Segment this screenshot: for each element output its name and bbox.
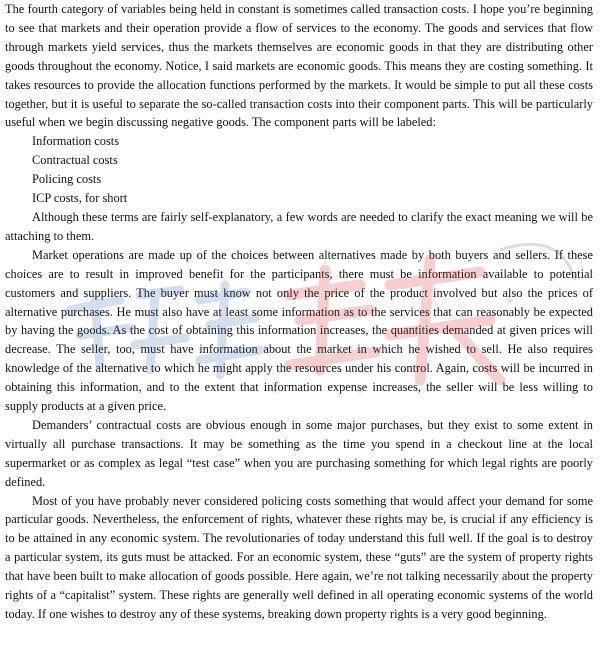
paragraph-contractual-costs: Demanders’ contractual costs are obvious enough in some major purchases, but they exist to some extent in virtually all purchase transactions. It may be something as the time you spend in a checkout line at the local supermarket or as complex as legal “test case” when you are purchasing something for which legal rights are poorly defined. (5, 417, 593, 489)
paragraph-terms: Although these terms are fairly self-explanatory, a few words are needed to clarify the exact meaning we will be attaching to them. (5, 209, 593, 243)
list-item: Policing costs (32, 172, 102, 187)
list-item: Information costs (32, 134, 120, 149)
component-list (5, 132, 593, 208)
paragraph-policing-costs: Most of you have probably never considered policing costs something that would affect your demand for some particular goods. Nevertheless, the enforcement of rights, whatever these rights may be, is crucial if any efficiency is to be attained in any economic system. The revolutionaries of today understand this full well. If the goal is to destroy a particular system, its guts must be attacked. For an economic system, these “guts” are the system of property rights that have been built to make allocation of goods possible. Here again, we’re not talking necessarily about the property rights of a “capitalist” system. These rights are generally well defined in all operating economic systems of the world today. If one wishes to destroy any of these systems, breaking down property rights is a very good beginning. (5, 493, 593, 621)
list-item: ICP costs, for short (32, 191, 128, 206)
paragraph-intro: The fourth category of variables being held in constant is sometimes called transaction costs. I hope you’re beginning to see that markets and their operation provide a flow of services to the economy. The goods and services that flow through markets yield services, thus the markets themselves are economic goods in that they are distributing other goods throughout the economy. Notice, I said markets are economic goods. This means they are costing something. It takes resources to provide the allocation functions performed by the markets. It would be simple to put all these costs together, but it is useful to separate the so-called transaction costs into their component parts. This will be particularly useful when we begin discussing negative goods. The component parts will be labeled: (5, 2, 593, 130)
document-body (5, 0, 593, 624)
paragraph-market-operations: Market operations are made up of the choices between alternatives made by both buyers and sellers. If these choices are to result in improved benefit for the participants, there must be information available to potential customers and suppliers. The buyer must know not only the price of the product involved but also the prices of alternative purchases. He must also have at least some information as to the services that can reasonably be expected by having the goods. As the cost of obtaining this information increases, the quantities demanded at given prices will decrease. The seller, too, must have information about the market in which he wished to sell. He also requires knowledge of the alternative to which he might apply the resources under his control. Again, costs will be incurred in obtaining this information, and to the extent that information expense increases, the seller will be less willing to supply products at a given price. (5, 247, 593, 414)
list-item: Contractual costs (32, 153, 118, 168)
